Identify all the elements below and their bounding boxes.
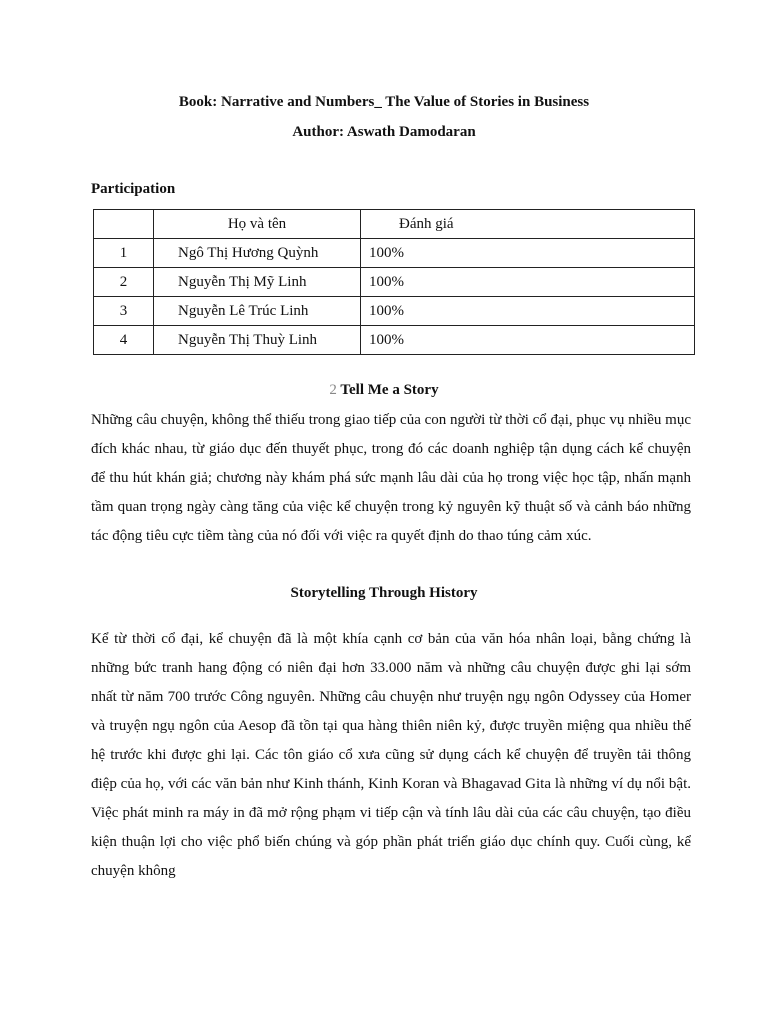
row-score: 100%: [361, 268, 695, 297]
chapter-heading: [0, 382, 768, 399]
author-line: Author: Aswath Damodaran: [292, 124, 476, 140]
row-name: Nguyễn Thị Thuỳ Linh: [154, 326, 361, 355]
table-row: [94, 239, 695, 268]
participation-table: [93, 209, 695, 355]
row-name: Ngô Thị Hương Quỳnh: [154, 239, 361, 268]
row-score: 100%: [361, 297, 695, 326]
paragraph-intro: Những câu chuyện, không thể thiếu trong giao tiếp của con người từ thời cổ đại, phục vụ nhiều mục đích khác nhau, từ giáo dục đến thuyết phục, trong đó các doanh nghiệp tận dụng cách kể chuyện để thu hút khán giả; chương này khám phá sức mạnh lâu dài của họ trong việc học tập, nhấn mạnh tầm quan trọng ngày càng tăng của việc kể chuyện trong kỷ nguyên kỹ thuật số và cảnh báo những tác động tiêu cực tiềm tàng của nó đối với việc ra quyết định do thao túng cảm xúc.: [91, 412, 691, 544]
chapter-title: Tell Me a Story: [340, 382, 439, 398]
row-num: 3: [94, 297, 154, 326]
table-header-name: Họ và tên: [154, 210, 361, 239]
table-row: [94, 268, 695, 297]
table-row: [94, 297, 695, 326]
participation-label: Participation: [91, 181, 176, 197]
row-name: Nguyễn Thị Mỹ Linh: [154, 268, 361, 297]
paragraph-history: Kể từ thời cổ đại, kể chuyện đã là một khía cạnh cơ bản của văn hóa nhân loại, bằng chứng là những bức tranh hang động có niên đại hơn 33.000 năm và những câu chuyện được ghi lại sớm nhất từ năm 700 trước Công nguyên. Những câu chuyện như truyện ngụ ngôn Odyssey của Homer và truyện ngụ ngôn của Aesop đã tồn tại qua hàng thiên niên kỷ, được truyền miệng qua nhiều thế hệ trước khi được ghi lại. Các tôn giáo cổ xưa cũng sử dụng cách kể chuyện để truyền tải thông điệp của họ, với các văn bản như Kinh thánh, Kinh Koran và Bhagavad Gita là những ví dụ nổi bật. Việc phát minh ra máy in đã mở rộng phạm vi tiếp cận và tính lâu dài của các câu chuyện, tạo điều kiện thuận lợi cho việc phổ biến chúng và góp phần phát triển giáo dục chính quy. Cuối cùng, kể chuyện không: [91, 631, 691, 879]
row-score: 100%: [361, 326, 695, 355]
table-row: [94, 326, 695, 355]
row-score: 100%: [361, 239, 695, 268]
row-num: 2: [94, 268, 154, 297]
row-name: Nguyễn Lê Trúc Linh: [154, 297, 361, 326]
chapter-number: 2: [329, 382, 337, 398]
table-header-score: Đánh giá: [361, 210, 695, 239]
table-header-row: [94, 210, 695, 239]
section-heading-history: Storytelling Through History: [290, 585, 478, 601]
book-title: Book: Narrative and Numbers_ The Value of Stories in Business: [178, 94, 590, 110]
row-num: 4: [94, 326, 154, 355]
table-header-num: [94, 210, 154, 239]
row-num: 1: [94, 239, 154, 268]
